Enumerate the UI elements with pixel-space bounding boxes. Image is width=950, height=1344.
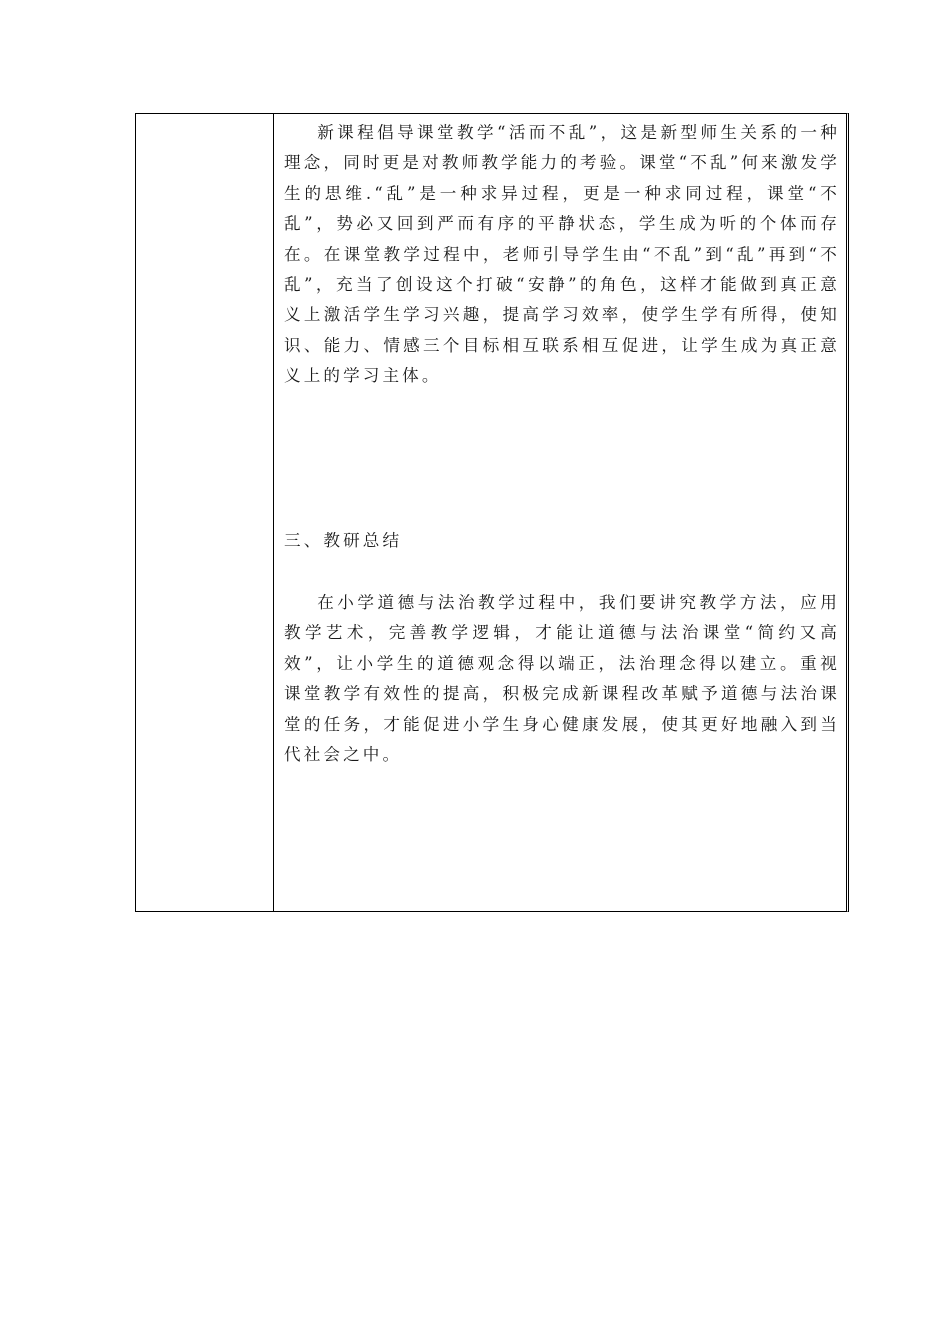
document-table <box>135 113 849 912</box>
section-heading: 三、教研总结 <box>284 531 403 550</box>
table-content-cell <box>274 114 846 911</box>
body-paragraph-2: 在小学道德与法治教学过程中，我们要讲究教学方法，应用教学艺术，完善教学逻辑，才能让道德与法治课堂“简约又高效”，让小学生的道德观念得以端正，法治理念得以建立。重视课堂教学有效性的提高，积极完成新课程改革赋予道德与法治课堂的任务，才能促进小学生身心健康发展，使其更好地融入到当代社会之中。 <box>284 593 840 765</box>
body-paragraph-1: 新课程倡导课堂教学“活而不乱”，这是新型师生关系的一种理念，同时更是对教师教学能力的考验。课堂“不乱”何来激发学生的思维.“乱”是一种求异过程，更是一种求同过程，课堂“不乱”，势必又回到严而有序的平静状态，学生成为听的个体而存在。在课堂教学过程中，老师引导学生由“不乱”到“乱”再到“不乱”，充当了创设这个打破“安静”的角色，这样才能做到真正意义上激活学生学习兴趣，提高学习效率，使学生学有所得，使知识、能力、情感三个目标相互联系相互促进，让学生成为真正意义上的学习主体。 <box>284 123 840 386</box>
table-label-cell <box>136 114 274 911</box>
